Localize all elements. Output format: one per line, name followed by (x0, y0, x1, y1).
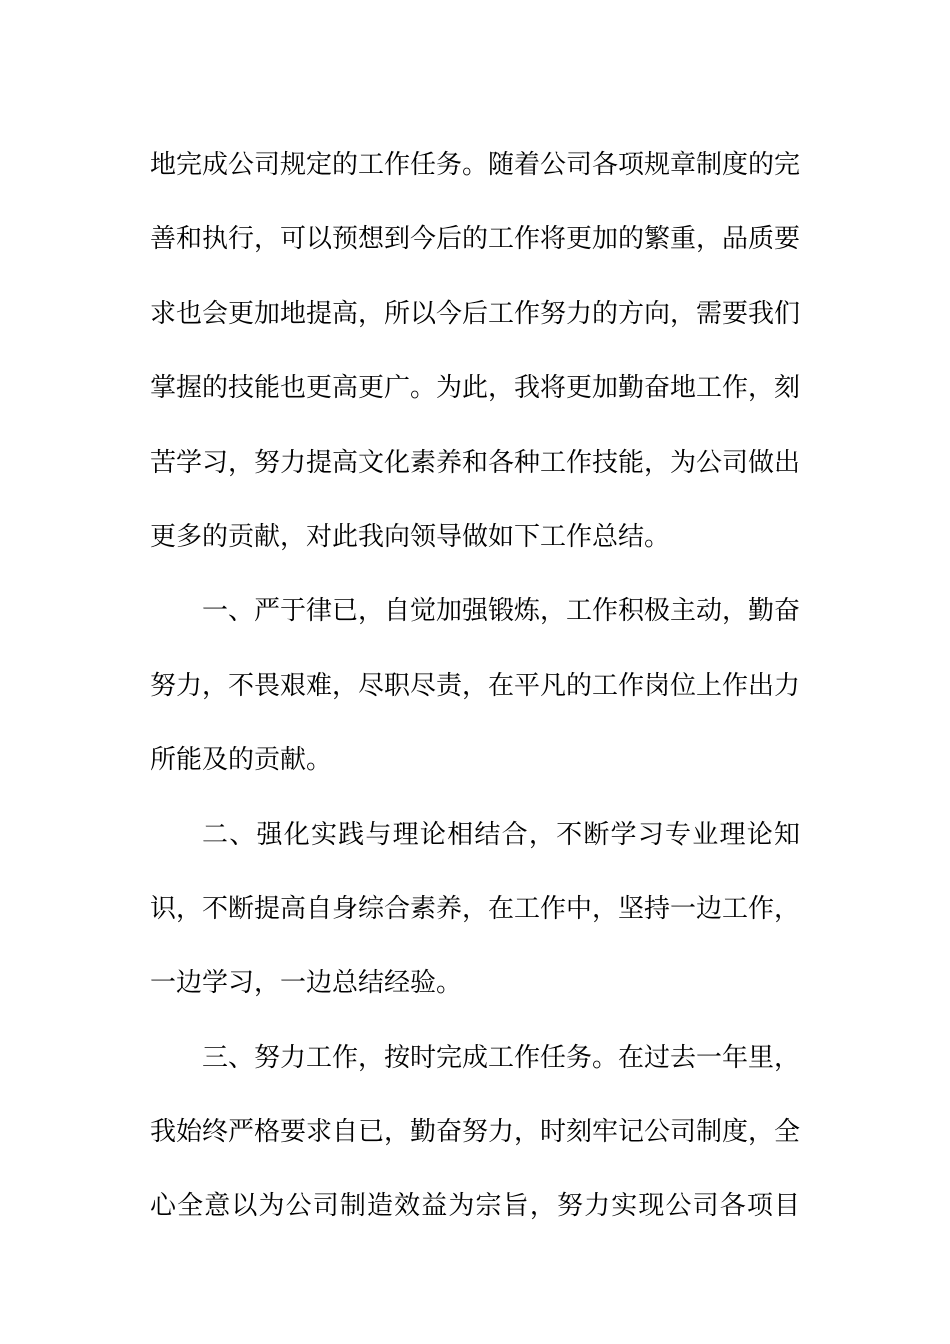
text-line: 二、强化实践与理论相结合，不断学习专业理论知 (202, 819, 800, 850)
text-line: 一、严于律已，自觉加强锻炼，工作积极主动，勤奋 (202, 596, 801, 627)
text-line: 掌握的技能也更高更广。为此，我将更加勤奋地工作，刻 (150, 373, 801, 404)
text-line: 努力，不畏艰难，尽职尽责，在平凡的工作岗位上作出力 (150, 670, 801, 701)
text-line: 地完成公司规定的工作任务。随着公司各项规章制度的完 (150, 150, 801, 180)
text-line: 三、努力工作，按时完成工作任务。在过去一年里， (202, 1042, 801, 1073)
text-line: 更多的贡献，对此我向领导做如下工作总结。 (150, 521, 671, 552)
text-line: 善和执行，可以预想到今后的工作将更加的繁重，品质要 (150, 224, 801, 255)
text-line: 识，不断提高自身综合素养，在工作中，坚持一边工作， (150, 893, 801, 924)
text-line: 我始终严格要求自已，勤奋努力，时刻牢记公司制度，全 (150, 1117, 801, 1148)
document-body (150, 128, 800, 1244)
text-line: 苦学习，努力提高文化素养和各种工作技能，为公司做出 (150, 447, 801, 478)
text-line: 心全意以为公司制造效益为宗旨，努力实现公司各项目 (150, 1191, 800, 1222)
text-line: 求也会更加地提高，所以今后工作努力的方向，需要我们 (150, 298, 801, 329)
text-line: 一边学习，一边总结经验。 (150, 968, 463, 999)
text-line: 所能及的贡献。 (150, 745, 333, 776)
